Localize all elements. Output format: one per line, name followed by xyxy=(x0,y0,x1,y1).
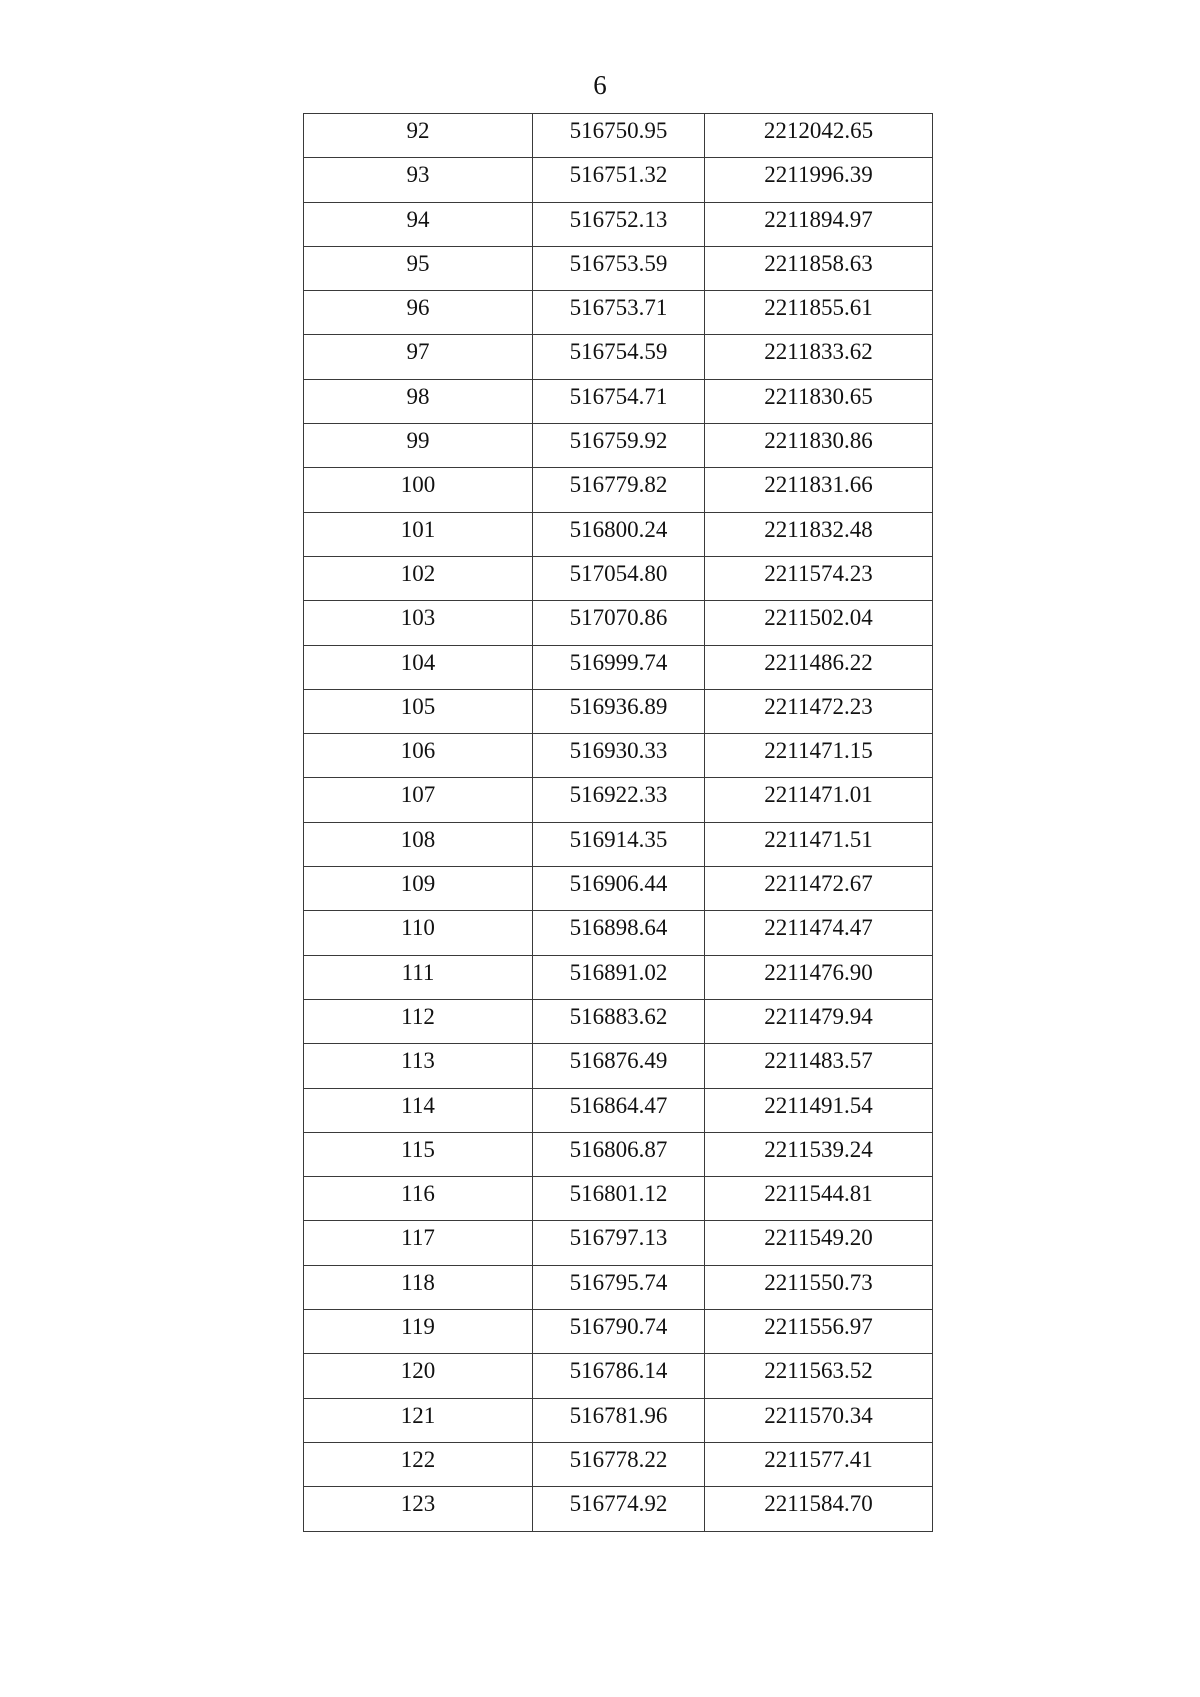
x-coordinate-cell: 516781.96 xyxy=(533,1398,705,1442)
point-number-cell: 113 xyxy=(304,1044,533,1088)
y-coordinate-cell: 2211549.20 xyxy=(705,1221,933,1265)
point-number-cell: 123 xyxy=(304,1487,533,1531)
point-number-cell: 105 xyxy=(304,689,533,733)
x-coordinate-cell: 516914.35 xyxy=(533,822,705,866)
x-coordinate-cell: 516891.02 xyxy=(533,955,705,999)
point-number-cell: 98 xyxy=(304,379,533,423)
table-row xyxy=(304,778,933,822)
y-coordinate-cell: 2211471.51 xyxy=(705,822,933,866)
table-row xyxy=(304,468,933,512)
x-coordinate-cell: 516801.12 xyxy=(533,1177,705,1221)
point-number-cell: 97 xyxy=(304,335,533,379)
table-row xyxy=(304,379,933,423)
y-coordinate-cell: 2211894.97 xyxy=(705,202,933,246)
y-coordinate-cell: 2211830.86 xyxy=(705,424,933,468)
table-row xyxy=(304,1354,933,1398)
table-row xyxy=(304,1132,933,1176)
point-number-cell: 120 xyxy=(304,1354,533,1398)
x-coordinate-cell: 517054.80 xyxy=(533,556,705,600)
x-coordinate-cell: 517070.86 xyxy=(533,601,705,645)
table-row xyxy=(304,1442,933,1486)
x-coordinate-cell: 516779.82 xyxy=(533,468,705,512)
point-number-cell: 107 xyxy=(304,778,533,822)
x-coordinate-cell: 516883.62 xyxy=(533,999,705,1043)
point-number-cell: 96 xyxy=(304,291,533,335)
y-coordinate-cell: 2211472.23 xyxy=(705,689,933,733)
table-row xyxy=(304,512,933,556)
y-coordinate-cell: 2211831.66 xyxy=(705,468,933,512)
table-row xyxy=(304,1221,933,1265)
x-coordinate-cell: 516936.89 xyxy=(533,689,705,733)
point-number-cell: 106 xyxy=(304,734,533,778)
point-number-cell: 104 xyxy=(304,645,533,689)
y-coordinate-cell: 2211556.97 xyxy=(705,1310,933,1354)
x-coordinate-cell: 516786.14 xyxy=(533,1354,705,1398)
y-coordinate-cell: 2211996.39 xyxy=(705,158,933,202)
table-row xyxy=(304,955,933,999)
page-number: 6 xyxy=(593,70,607,100)
y-coordinate-cell: 2211474.47 xyxy=(705,911,933,955)
y-coordinate-cell: 2211471.01 xyxy=(705,778,933,822)
point-number-cell: 100 xyxy=(304,468,533,512)
x-coordinate-cell: 516906.44 xyxy=(533,867,705,911)
table-row xyxy=(304,867,933,911)
y-coordinate-cell: 2211563.52 xyxy=(705,1354,933,1398)
point-number-cell: 119 xyxy=(304,1310,533,1354)
y-coordinate-cell: 2211472.67 xyxy=(705,867,933,911)
x-coordinate-cell: 516753.59 xyxy=(533,246,705,290)
point-number-cell: 110 xyxy=(304,911,533,955)
table-row xyxy=(304,911,933,955)
coordinates-table-body xyxy=(304,114,933,1532)
point-number-cell: 118 xyxy=(304,1265,533,1309)
x-coordinate-cell: 516759.92 xyxy=(533,424,705,468)
x-coordinate-cell: 516754.59 xyxy=(533,335,705,379)
table-row xyxy=(304,999,933,1043)
table-row xyxy=(304,734,933,778)
x-coordinate-cell: 516864.47 xyxy=(533,1088,705,1132)
table-row xyxy=(304,689,933,733)
point-number-cell: 121 xyxy=(304,1398,533,1442)
point-number-cell: 115 xyxy=(304,1132,533,1176)
y-coordinate-cell: 2211577.41 xyxy=(705,1442,933,1486)
x-coordinate-cell: 516806.87 xyxy=(533,1132,705,1176)
table-row xyxy=(304,556,933,600)
y-coordinate-cell: 2211550.73 xyxy=(705,1265,933,1309)
x-coordinate-cell: 516752.13 xyxy=(533,202,705,246)
table-row xyxy=(304,1044,933,1088)
y-coordinate-cell: 2211476.90 xyxy=(705,955,933,999)
y-coordinate-cell: 2211830.65 xyxy=(705,379,933,423)
table-row xyxy=(304,424,933,468)
y-coordinate-cell: 2211539.24 xyxy=(705,1132,933,1176)
table-row xyxy=(304,114,933,158)
y-coordinate-cell: 2211833.62 xyxy=(705,335,933,379)
x-coordinate-cell: 516800.24 xyxy=(533,512,705,556)
table-row xyxy=(304,645,933,689)
y-coordinate-cell: 2211544.81 xyxy=(705,1177,933,1221)
point-number-cell: 116 xyxy=(304,1177,533,1221)
x-coordinate-cell: 516999.74 xyxy=(533,645,705,689)
y-coordinate-cell: 2211471.15 xyxy=(705,734,933,778)
x-coordinate-cell: 516750.95 xyxy=(533,114,705,158)
x-coordinate-cell: 516753.71 xyxy=(533,291,705,335)
point-number-cell: 111 xyxy=(304,955,533,999)
y-coordinate-cell: 2211491.54 xyxy=(705,1088,933,1132)
point-number-cell: 92 xyxy=(304,114,533,158)
x-coordinate-cell: 516751.32 xyxy=(533,158,705,202)
coordinates-table xyxy=(303,113,933,1532)
y-coordinate-cell: 2211858.63 xyxy=(705,246,933,290)
y-coordinate-cell: 2211486.22 xyxy=(705,645,933,689)
y-coordinate-cell: 2211483.57 xyxy=(705,1044,933,1088)
y-coordinate-cell: 2211502.04 xyxy=(705,601,933,645)
y-coordinate-cell: 2211574.23 xyxy=(705,556,933,600)
table-row xyxy=(304,601,933,645)
point-number-cell: 122 xyxy=(304,1442,533,1486)
table-row xyxy=(304,1265,933,1309)
x-coordinate-cell: 516795.74 xyxy=(533,1265,705,1309)
x-coordinate-cell: 516774.92 xyxy=(533,1487,705,1531)
table-row xyxy=(304,291,933,335)
x-coordinate-cell: 516898.64 xyxy=(533,911,705,955)
table-row xyxy=(304,1088,933,1132)
table-row xyxy=(304,158,933,202)
y-coordinate-cell: 2211584.70 xyxy=(705,1487,933,1531)
x-coordinate-cell: 516754.71 xyxy=(533,379,705,423)
x-coordinate-cell: 516876.49 xyxy=(533,1044,705,1088)
x-coordinate-cell: 516922.33 xyxy=(533,778,705,822)
point-number-cell: 99 xyxy=(304,424,533,468)
table-row xyxy=(304,1177,933,1221)
x-coordinate-cell: 516778.22 xyxy=(533,1442,705,1486)
x-coordinate-cell: 516930.33 xyxy=(533,734,705,778)
point-number-cell: 117 xyxy=(304,1221,533,1265)
table-row xyxy=(304,335,933,379)
point-number-cell: 112 xyxy=(304,999,533,1043)
table-row xyxy=(304,1487,933,1531)
y-coordinate-cell: 2211832.48 xyxy=(705,512,933,556)
x-coordinate-cell: 516790.74 xyxy=(533,1310,705,1354)
y-coordinate-cell: 2211855.61 xyxy=(705,291,933,335)
point-number-cell: 114 xyxy=(304,1088,533,1132)
table-row xyxy=(304,822,933,866)
table-row xyxy=(304,202,933,246)
point-number-cell: 109 xyxy=(304,867,533,911)
y-coordinate-cell: 2211479.94 xyxy=(705,999,933,1043)
point-number-cell: 103 xyxy=(304,601,533,645)
point-number-cell: 101 xyxy=(304,512,533,556)
table-row xyxy=(304,246,933,290)
table-row xyxy=(304,1310,933,1354)
y-coordinate-cell: 2212042.65 xyxy=(705,114,933,158)
y-coordinate-cell: 2211570.34 xyxy=(705,1398,933,1442)
point-number-cell: 94 xyxy=(304,202,533,246)
point-number-cell: 108 xyxy=(304,822,533,866)
point-number-cell: 95 xyxy=(304,246,533,290)
x-coordinate-cell: 516797.13 xyxy=(533,1221,705,1265)
point-number-cell: 102 xyxy=(304,556,533,600)
point-number-cell: 93 xyxy=(304,158,533,202)
table-row xyxy=(304,1398,933,1442)
